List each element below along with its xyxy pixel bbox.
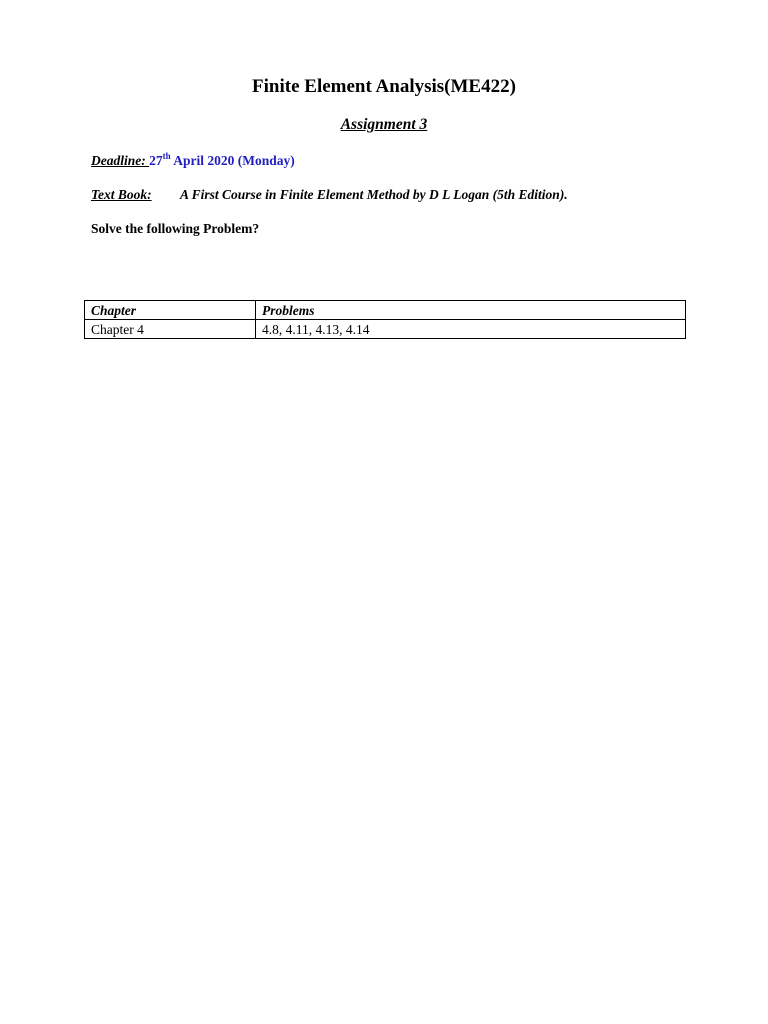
problems-table xyxy=(84,300,686,339)
table-cell-chapter: Chapter 4 xyxy=(85,320,256,339)
textbook-value: A First Course in Finite Element Method by D L Logan (5th Edition). xyxy=(180,187,568,202)
deadline-label: Deadline: xyxy=(91,153,150,168)
document-title: Finite Element Analysis(ME422) xyxy=(252,76,516,97)
table-header-row xyxy=(85,301,686,320)
textbook-label: Text Book: xyxy=(91,187,152,202)
deadline-day-suffix: th xyxy=(162,150,171,161)
textbook-line xyxy=(91,185,568,205)
assignment-heading: Assignment 3 xyxy=(340,116,428,133)
instruction-text: Solve the following Problem? xyxy=(91,221,260,236)
table-cell-problems: 4.8, 4.11, 4.13, 4.14 xyxy=(256,320,686,339)
deadline-line xyxy=(91,151,295,171)
table-row xyxy=(85,320,686,339)
column-header-problems: Problems xyxy=(256,301,686,320)
deadline-value xyxy=(149,150,295,168)
deadline-date-rest: April 2020 (Monday) xyxy=(170,153,295,168)
column-header-chapter: Chapter xyxy=(85,301,256,320)
deadline-day: 27 xyxy=(149,153,163,168)
